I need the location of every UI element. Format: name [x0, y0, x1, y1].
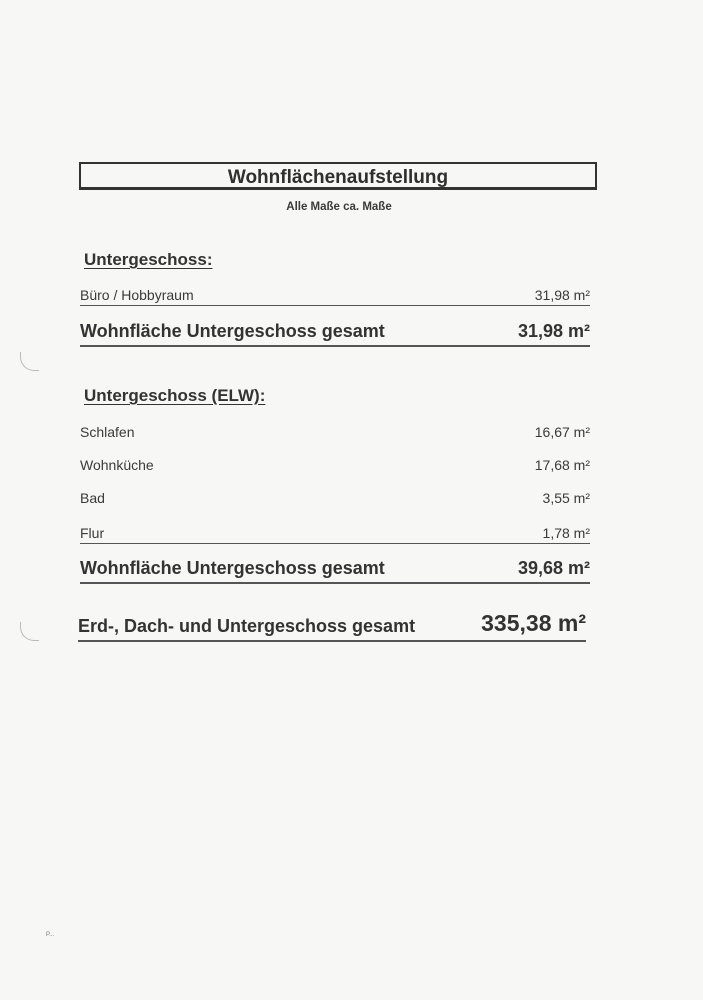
grand-total [78, 612, 586, 642]
section-total [80, 321, 590, 347]
title-box [79, 162, 597, 190]
document-title: Wohnflächenaufstellung [227, 167, 449, 188]
list-item [80, 490, 590, 508]
room-area: 1,78 m² [542, 525, 590, 541]
document-subtitle: Alle Maße ca. Maße [286, 201, 392, 213]
section-heading-untergeschoss-elw: Untergeschoss (ELW): [84, 386, 266, 405]
room-label: Wohnküche [80, 457, 154, 473]
room-area: 16,67 m² [534, 424, 590, 440]
room-label: Büro / Hobbyraum [80, 287, 194, 303]
punch-hole-mark [20, 622, 39, 641]
section-total-value: 31,98 m² [517, 321, 590, 341]
list-item [80, 525, 590, 544]
room-area: 3,55 m² [542, 490, 590, 506]
section-total-label: Wohnfläche Untergeschoss gesamt [80, 321, 385, 341]
room-label: Flur [80, 525, 105, 541]
room-label: Bad [80, 490, 105, 506]
punch-hole-mark [20, 352, 39, 371]
room-area: 31,98 m² [534, 287, 590, 303]
section-heading-untergeschoss: Untergeschoss: [84, 250, 213, 269]
list-item [80, 424, 590, 442]
section-total-label: Wohnfläche Untergeschoss gesamt [80, 558, 385, 578]
list-item [80, 457, 590, 475]
footnote: P... [46, 932, 55, 938]
list-item [80, 287, 590, 306]
grand-total-label: Erd-, Dach- und Untergeschoss gesamt [78, 616, 416, 636]
section-total [80, 558, 590, 584]
grand-total-value: 335,38 m² [481, 610, 586, 636]
room-label: Schlafen [80, 424, 135, 440]
room-area: 17,68 m² [534, 457, 590, 473]
section-total-value: 39,68 m² [517, 558, 590, 578]
